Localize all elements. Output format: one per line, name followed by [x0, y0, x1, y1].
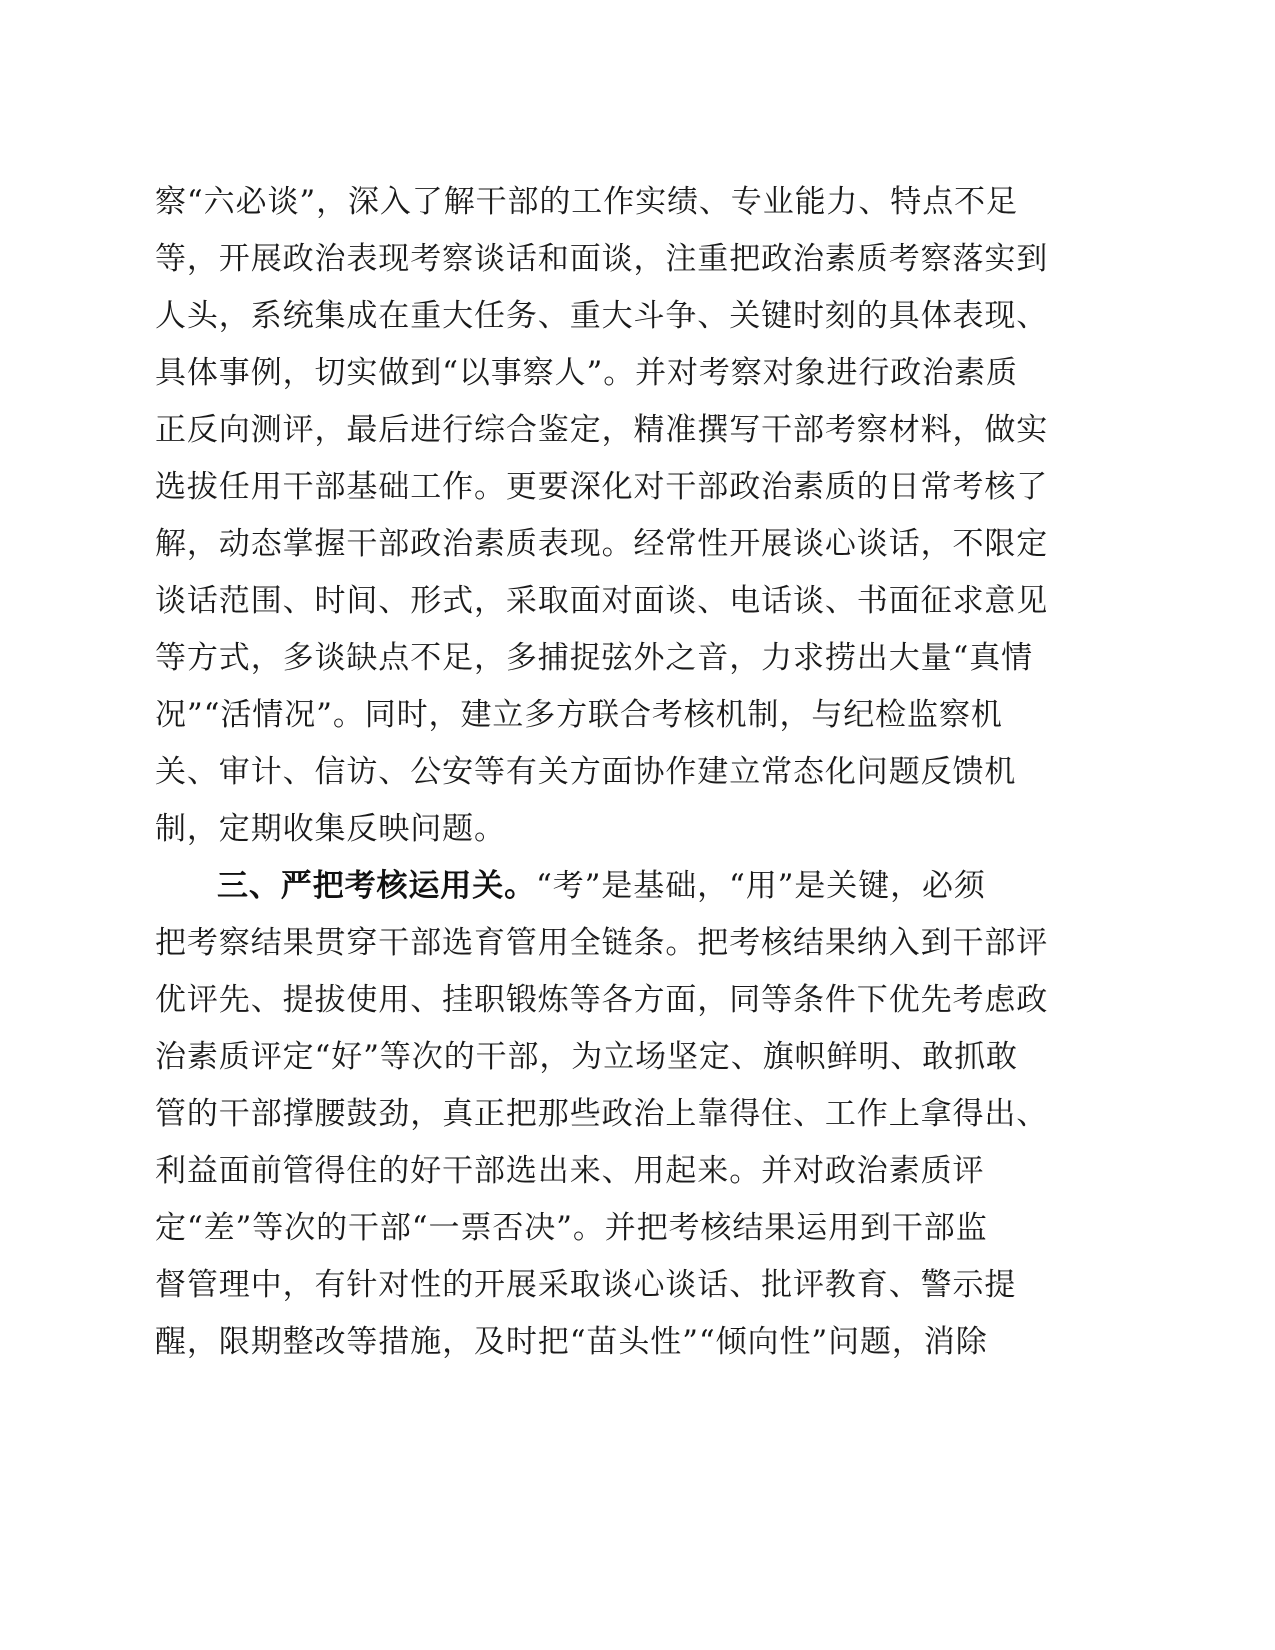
paragraph-2-first-line	[217, 857, 986, 915]
paragraph-1-line-7: 解，动态掌握干部政治素质表现。经常性开展谈心谈话，不限定	[155, 526, 1049, 562]
paragraph-1-line-5: 正反向测评，最后进行综合鉴定，精准撰写干部考察材料，做实	[155, 412, 1049, 448]
paragraph-2-first-line-text: “考”是基础，“用”是关键，必须	[536, 868, 986, 904]
paragraph-2-line-5: 管的干部撑腰鼓劲，真正把那些政治上靠得住、工作上拿得出、	[155, 1096, 1049, 1132]
paragraph-2-line-9: 醒，限期整改等措施，及时把“苗头性”“倾向性”问题，消除	[155, 1324, 988, 1360]
paragraph-2-line-7: 定“差”等次的干部“一票否决”。并把考核结果运用到干部监	[155, 1210, 988, 1246]
paragraph-1-line-12: 制，定期收集反映问题。	[155, 811, 506, 847]
paragraph-1-line-9: 等方式，多谈缺点不足，多捕捉弦外之音，力求捞出大量“真情	[155, 640, 1034, 676]
paragraph-1-line-11: 关、审计、信访、公安等有关方面协作建立常态化问题反馈机	[155, 754, 1017, 790]
paragraph-1-line-6: 选拔任用干部基础工作。更要深化对干部政治素质的日常考核了	[155, 469, 1049, 505]
paragraph-1-line-4: 具体事例，切实做到“以事察人”。并对考察对象进行政治素质	[155, 355, 1018, 391]
paragraph-1-line-2: 等，开展政治表现考察谈话和面谈，注重把政治素质考察落实到	[155, 241, 1049, 277]
paragraph-1-line-8: 谈话范围、时间、形式，采取面对面谈、电话谈、书面征求意见	[155, 583, 1049, 619]
paragraph-2-line-3: 优评先、提拔使用、挂职锻炼等各方面，同等条件下优先考虑政	[155, 982, 1049, 1018]
paragraph-2-line-2: 把考察结果贯穿干部选育管用全链条。把考核结果纳入到干部评	[155, 925, 1049, 961]
paragraph-2-line-4: 治素质评定“好”等次的干部，为立场坚定、旗帜鲜明、敢抓敢	[155, 1039, 1018, 1075]
paragraph-1-line-10: 况”“活情况”。同时，建立多方联合考核机制，与纪检监察机	[155, 697, 1003, 733]
section-heading: 三、严把考核运用关。	[217, 868, 536, 904]
paragraph-1-line-3: 人头，系统集成在重大任务、重大斗争、关键时刻的具体表现、	[155, 298, 1049, 334]
paragraph-2-line-6: 利益面前管得住的好干部选出来、用起来。并对政治素质评	[155, 1153, 985, 1189]
paragraph-1-line-1: 察“六必谈”，深入了解干部的工作实绩、专业能力、特点不足	[155, 184, 1018, 220]
paragraph-2-line-8: 督管理中，有针对性的开展采取谈心谈话、批评教育、警示提	[155, 1267, 1017, 1303]
